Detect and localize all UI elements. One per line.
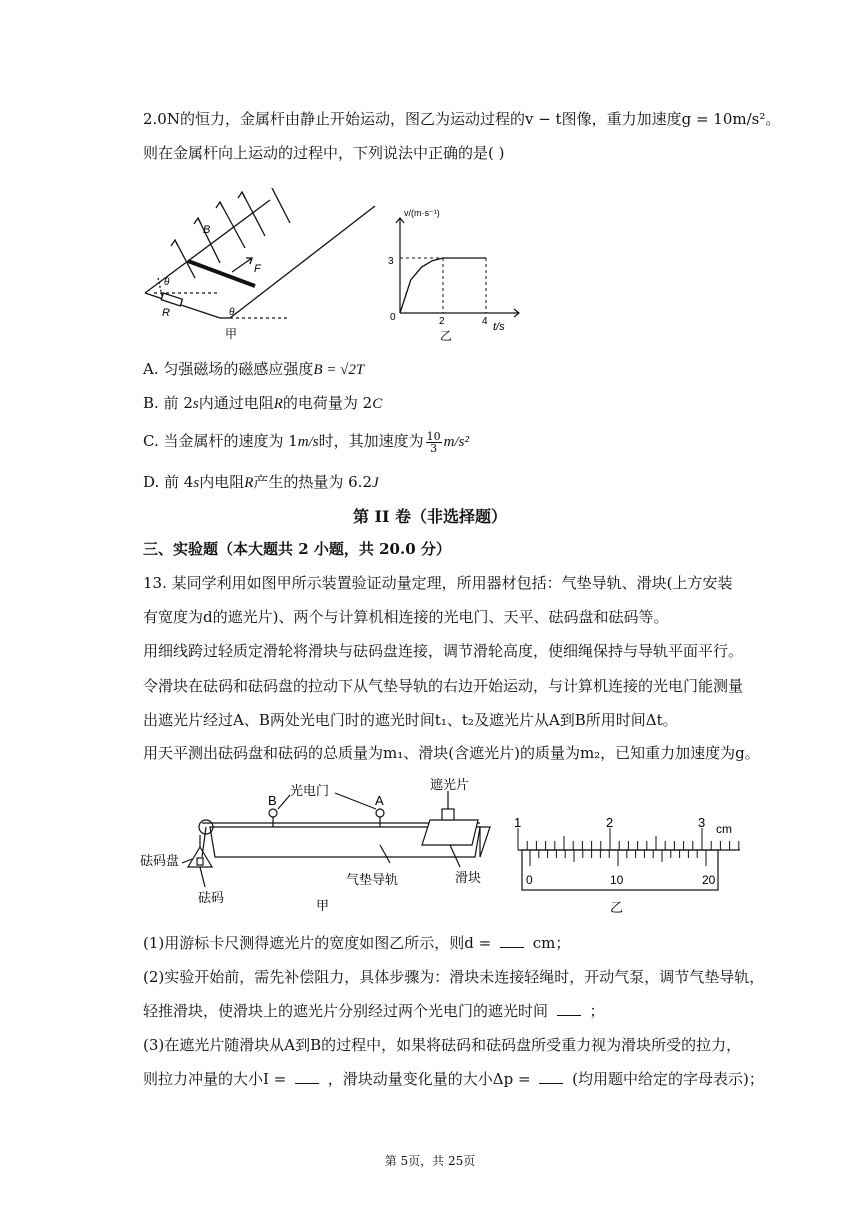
label-pan: 砝码盘 <box>140 853 180 868</box>
vt-graph <box>388 208 519 343</box>
option-c-mid: 时，其加速度为 <box>318 432 424 450</box>
intro-line-2: 则在金属杆向上运动的过程中，下列说法中正确的是( ) <box>143 144 505 162</box>
option-a-expr: B = √2T <box>313 362 365 378</box>
option-c <box>143 430 469 454</box>
x-tick-0: 0 <box>390 312 396 323</box>
label-B: B <box>203 224 211 236</box>
option-d-j: J <box>372 475 379 491</box>
sub-q3-impulse-text: 则拉力冲量的大小I = <box>143 1070 292 1088</box>
sub-q2-text: 轻推滑块，使滑块上的遮光片分别经过两个光电门的遮光时间 <box>143 1002 553 1020</box>
label-jia: 甲 <box>225 327 238 341</box>
option-d-text: D. 前 4 <box>143 473 194 491</box>
label-photogate: 光电门 <box>290 783 330 798</box>
label-gate-b: B <box>268 793 277 808</box>
sub-q2-end: ； <box>584 1002 605 1020</box>
vernier-caliper <box>514 815 740 915</box>
answer-blank-time[interactable] <box>557 1001 581 1016</box>
q13-line-1: 13. 某同学利用如图甲所示装置验证动量定理，所用器材包括：气垫导轨、滑块(上方安装 <box>143 574 733 592</box>
main-scale-2: 2 <box>606 815 614 830</box>
rails-diagram <box>145 188 375 318</box>
y-tick-3: 3 <box>388 256 394 267</box>
option-b-text: B. 前 2 <box>143 394 193 412</box>
sub-q3-line-2 <box>143 1068 764 1090</box>
x-axis-label: t/s <box>493 321 505 333</box>
option-d <box>143 471 379 494</box>
main-scale-1: 1 <box>514 815 522 830</box>
option-b-r: R <box>273 396 283 412</box>
volume-title: 第 II 卷（非选择题） <box>352 507 508 526</box>
x-tick-4: 4 <box>482 316 488 327</box>
section-heading: 三、实验题（本大题共 2 小题，共 20.0 分） <box>143 540 451 558</box>
option-d-mid: 内电阻 <box>199 473 245 491</box>
q13-line-5: 出遮光片经过A、B两处光电门时的遮光时间t₁、t₂及遮光片从A到B所用时间Δt。 <box>143 711 678 729</box>
label-F: F <box>254 263 261 275</box>
option-a <box>143 358 364 381</box>
label-weight: 砝码 <box>198 890 225 905</box>
option-b <box>143 392 382 415</box>
label-theta-1: θ <box>164 277 170 288</box>
q13-line-2: 有宽度为d的遮光片)、两个与计算机相连接的光电门、天平、砝码盘和砝码等。 <box>143 608 669 626</box>
q13-line-6: 用天平测出砝码盘和砝码的总质量为m₁、滑块(含遮光片)的质量为m₂，已知重力加速度为g。 <box>143 744 760 762</box>
intro-line-1: 2.0N的恒力，金属杆由静止开始运动，图乙为运动过程的v − t图像，重力加速度g = 10m/s²。 <box>143 110 781 128</box>
x-tick-2: 2 <box>439 316 445 327</box>
answer-blank-d[interactable] <box>500 933 524 948</box>
vernier-10: 10 <box>610 873 624 887</box>
figure-air-track-and-caliper <box>140 775 750 915</box>
sub-q2-line-1: (2)实验开始前，需先补偿阻力，具体步骤为：滑块未连接轻绳时，开动气泵，调节气垫导轨， <box>143 968 765 986</box>
sub-q2-line-2 <box>143 1000 605 1022</box>
option-c-accel-unit: m/s² <box>443 434 469 450</box>
option-c-fraction <box>426 431 442 454</box>
option-b-unit: s <box>192 396 199 412</box>
sub-q3-line-1: (3)在遮光片随滑块从A到B的过程中，如果将砝码和砝码盘所受重力视为滑块所受的拉力， <box>143 1036 742 1054</box>
slider <box>422 820 478 845</box>
figure-rod-and-vt-graph <box>140 188 520 348</box>
y-axis-label: v/(m·s⁻¹) <box>404 208 440 218</box>
unit-cm: cm <box>716 822 732 836</box>
label-jia-2: 甲 <box>316 898 330 913</box>
sub-q3-end: (均用题中给定的字母表示)； <box>567 1070 764 1088</box>
main-scale-3: 3 <box>698 815 706 830</box>
answer-blank-momentum[interactable] <box>539 1069 563 1084</box>
sub-q3-momentum-text: ，滑块动量变化量的大小Δp = <box>323 1070 536 1088</box>
option-d-end: 产生的热量为 6.2 <box>253 473 372 491</box>
option-c-unit: m/s <box>297 434 319 450</box>
option-d-unit: s <box>193 475 200 491</box>
vernier-20: 20 <box>702 873 716 887</box>
option-b-c: C <box>372 396 383 412</box>
label-slider: 滑块 <box>455 870 482 885</box>
gate-b <box>269 809 277 817</box>
fraction-denominator: 3 <box>430 441 438 455</box>
weight-pan <box>188 847 212 867</box>
option-c-text: C. 当金属杆的速度为 1 <box>143 432 298 450</box>
sub-q1-text: (1)用游标卡尺测得遮光片的宽度如图乙所示，则d = <box>143 934 496 952</box>
label-yi-2: 乙 <box>610 900 624 915</box>
answer-blank-impulse[interactable] <box>295 1069 319 1084</box>
sub-q1 <box>143 932 570 954</box>
label-gate-a: A <box>375 793 384 808</box>
label-yi: 乙 <box>440 329 453 343</box>
option-b-end: 的电荷量为 2 <box>282 394 373 412</box>
gate-a <box>376 809 384 817</box>
label-shade: 遮光片 <box>430 777 470 792</box>
vernier-0: 0 <box>526 873 533 887</box>
page-footer: 第 5页，共 25页 <box>384 1154 476 1168</box>
q13-line-4: 令滑块在砝码和砝码盘的拉动下从气垫导轨的右边开始运动，与计算机连接的光电门能测量 <box>143 677 744 695</box>
label-R: R <box>162 307 170 319</box>
option-b-mid: 内通过电阻 <box>198 394 274 412</box>
shade-plate <box>442 809 454 820</box>
q13-line-3: 用细线跨过轻质定滑轮将滑块与砝码盘连接，调节滑轮高度，使细绳保持与导轨平面平行。 <box>143 642 744 660</box>
option-a-text: A. 匀强磁场的磁感应强度 <box>143 360 314 378</box>
label-air-track: 气垫导轨 <box>346 872 399 887</box>
sub-q1-end: cm； <box>527 934 571 952</box>
fraction-numerator: 10 <box>426 429 441 443</box>
option-d-r: R <box>244 475 254 491</box>
label-theta-2: θ <box>229 307 235 318</box>
